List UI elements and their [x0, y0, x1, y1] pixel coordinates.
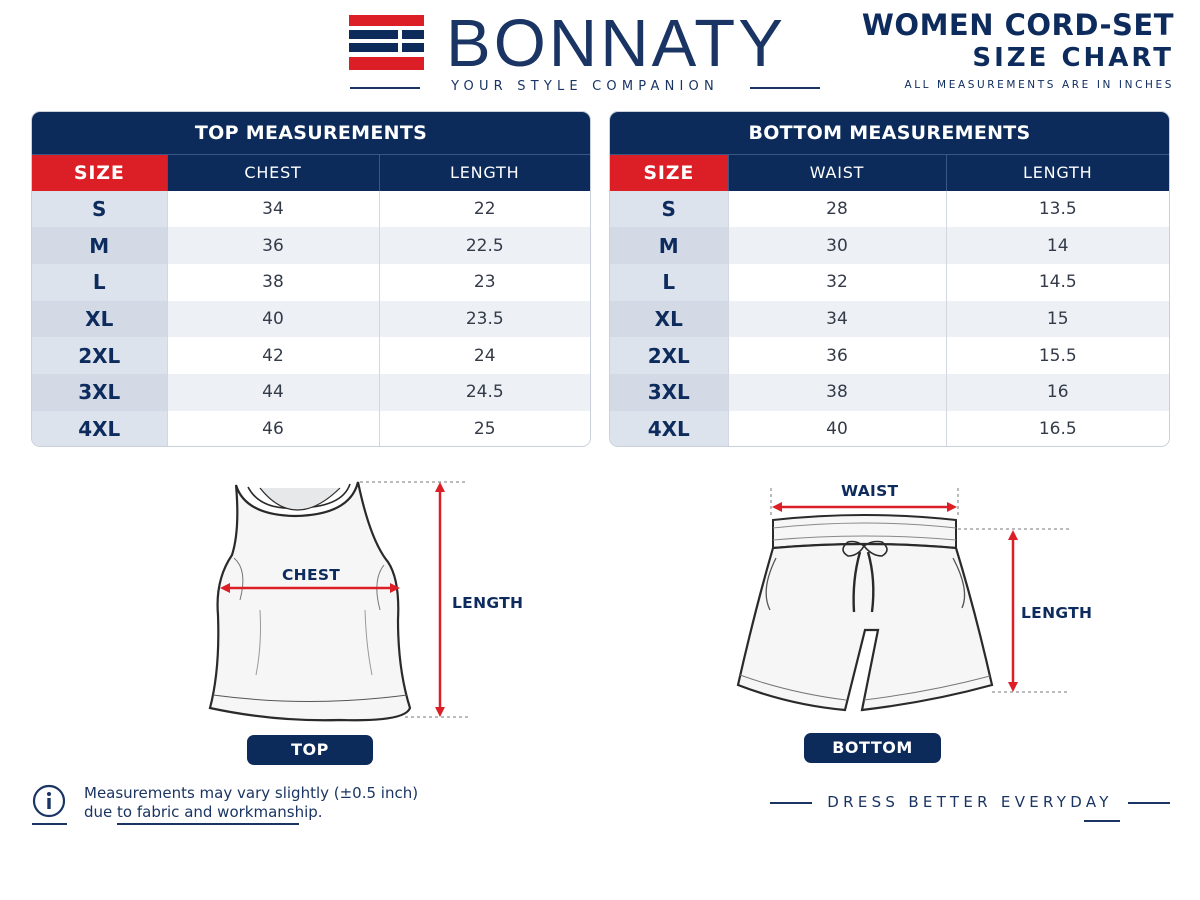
brand-logo-icon	[349, 15, 424, 71]
value-cell: 23.5	[379, 301, 590, 338]
table-row	[610, 301, 1169, 338]
top-table-title: TOP MEASUREMENTS	[32, 112, 590, 154]
top-caption: TOP	[247, 735, 373, 765]
table-row	[32, 337, 590, 374]
value-cell: 34	[167, 191, 379, 228]
title-units-note: ALL MEASUREMENTS ARE IN INCHES	[904, 79, 1174, 91]
bottom-header-waist: WAIST	[728, 155, 946, 191]
bottom-table-header-row	[610, 155, 1169, 191]
top-length-label: LENGTH	[452, 594, 524, 612]
document-title	[862, 7, 1174, 95]
table-row	[32, 301, 590, 338]
size-cell: 2XL	[32, 337, 167, 374]
slogan-text: DRESS BETTER EVERYDAY	[827, 793, 1113, 811]
size-cell: 4XL	[610, 411, 728, 447]
slogan-block	[770, 792, 1170, 814]
value-cell: 34	[728, 301, 946, 338]
value-cell: 15	[946, 301, 1169, 338]
table-row	[32, 264, 590, 301]
top-header-chest: CHEST	[167, 155, 379, 191]
value-cell: 14	[946, 227, 1169, 264]
title-line-2: SIZE CHART	[972, 43, 1174, 73]
value-cell: 25	[379, 411, 590, 447]
value-cell: 44	[167, 374, 379, 411]
table-row	[610, 191, 1169, 228]
bottom-header-length: LENGTH	[946, 155, 1169, 191]
value-cell: 15.5	[946, 337, 1169, 374]
bottom-measurements-table	[609, 111, 1170, 447]
size-cell: 3XL	[610, 374, 728, 411]
size-cell: XL	[610, 301, 728, 338]
value-cell: 28	[728, 191, 946, 228]
top-table-grid	[32, 154, 590, 447]
value-cell: 23	[379, 264, 590, 301]
info-icon	[32, 784, 66, 818]
shorts-icon	[730, 480, 1080, 720]
value-cell: 32	[728, 264, 946, 301]
waist-label: WAIST	[841, 482, 899, 500]
top-table-header-row	[32, 155, 590, 191]
value-cell: 22	[379, 191, 590, 228]
brand-tagline-block	[350, 78, 820, 98]
size-cell: S	[610, 191, 728, 228]
tank-top-icon	[200, 470, 490, 730]
value-cell: 16	[946, 374, 1169, 411]
value-cell: 38	[167, 264, 379, 301]
value-cell: 38	[728, 374, 946, 411]
value-cell: 24.5	[379, 374, 590, 411]
note-line-1: Measurements may vary slightly (±0.5 inch)	[84, 784, 419, 802]
value-cell: 36	[728, 337, 946, 374]
table-row	[610, 337, 1169, 374]
value-cell: 46	[167, 411, 379, 447]
value-cell: 40	[728, 411, 946, 447]
size-cell: L	[610, 264, 728, 301]
size-cell: 2XL	[610, 337, 728, 374]
note-icon-underline	[32, 823, 67, 825]
bottom-caption: BOTTOM	[804, 733, 941, 763]
table-row	[32, 191, 590, 228]
measurement-note	[84, 784, 418, 821]
size-cell: 4XL	[32, 411, 167, 447]
bottom-length-label: LENGTH	[1021, 604, 1093, 622]
brand-tagline: YOUR STYLE COMPANION	[451, 79, 719, 94]
size-cell: XL	[32, 301, 167, 338]
size-cell: S	[32, 191, 167, 228]
table-row	[610, 227, 1169, 264]
value-cell: 36	[167, 227, 379, 264]
bottom-table-title: BOTTOM MEASUREMENTS	[610, 112, 1169, 154]
table-row	[32, 227, 590, 264]
size-cell: M	[610, 227, 728, 264]
value-cell: 30	[728, 227, 946, 264]
value-cell: 16.5	[946, 411, 1169, 447]
size-cell: 3XL	[32, 374, 167, 411]
table-row	[610, 264, 1169, 301]
top-header-size: SIZE	[32, 155, 167, 191]
value-cell: 14.5	[946, 264, 1169, 301]
size-cell: L	[32, 264, 167, 301]
value-cell: 13.5	[946, 191, 1169, 228]
bottom-table-grid	[610, 154, 1169, 447]
value-cell: 22.5	[379, 227, 590, 264]
table-row	[610, 411, 1169, 447]
value-cell: 42	[167, 337, 379, 374]
brand-name: BONNATY	[446, 6, 786, 81]
bottom-header-size: SIZE	[610, 155, 728, 191]
value-cell: 24	[379, 337, 590, 374]
table-row	[32, 374, 590, 411]
note-underline	[117, 823, 299, 825]
table-row	[610, 374, 1169, 411]
top-header-length: LENGTH	[379, 155, 590, 191]
top-measurements-table	[31, 111, 591, 447]
title-line-1: WOMEN CORD-SET	[861, 8, 1174, 42]
slogan-underline	[1084, 820, 1120, 822]
table-row	[32, 411, 590, 447]
size-cell: M	[32, 227, 167, 264]
note-line-2: due to fabric and workmanship.	[84, 802, 323, 821]
value-cell: 40	[167, 301, 379, 338]
chest-label: CHEST	[282, 566, 341, 584]
